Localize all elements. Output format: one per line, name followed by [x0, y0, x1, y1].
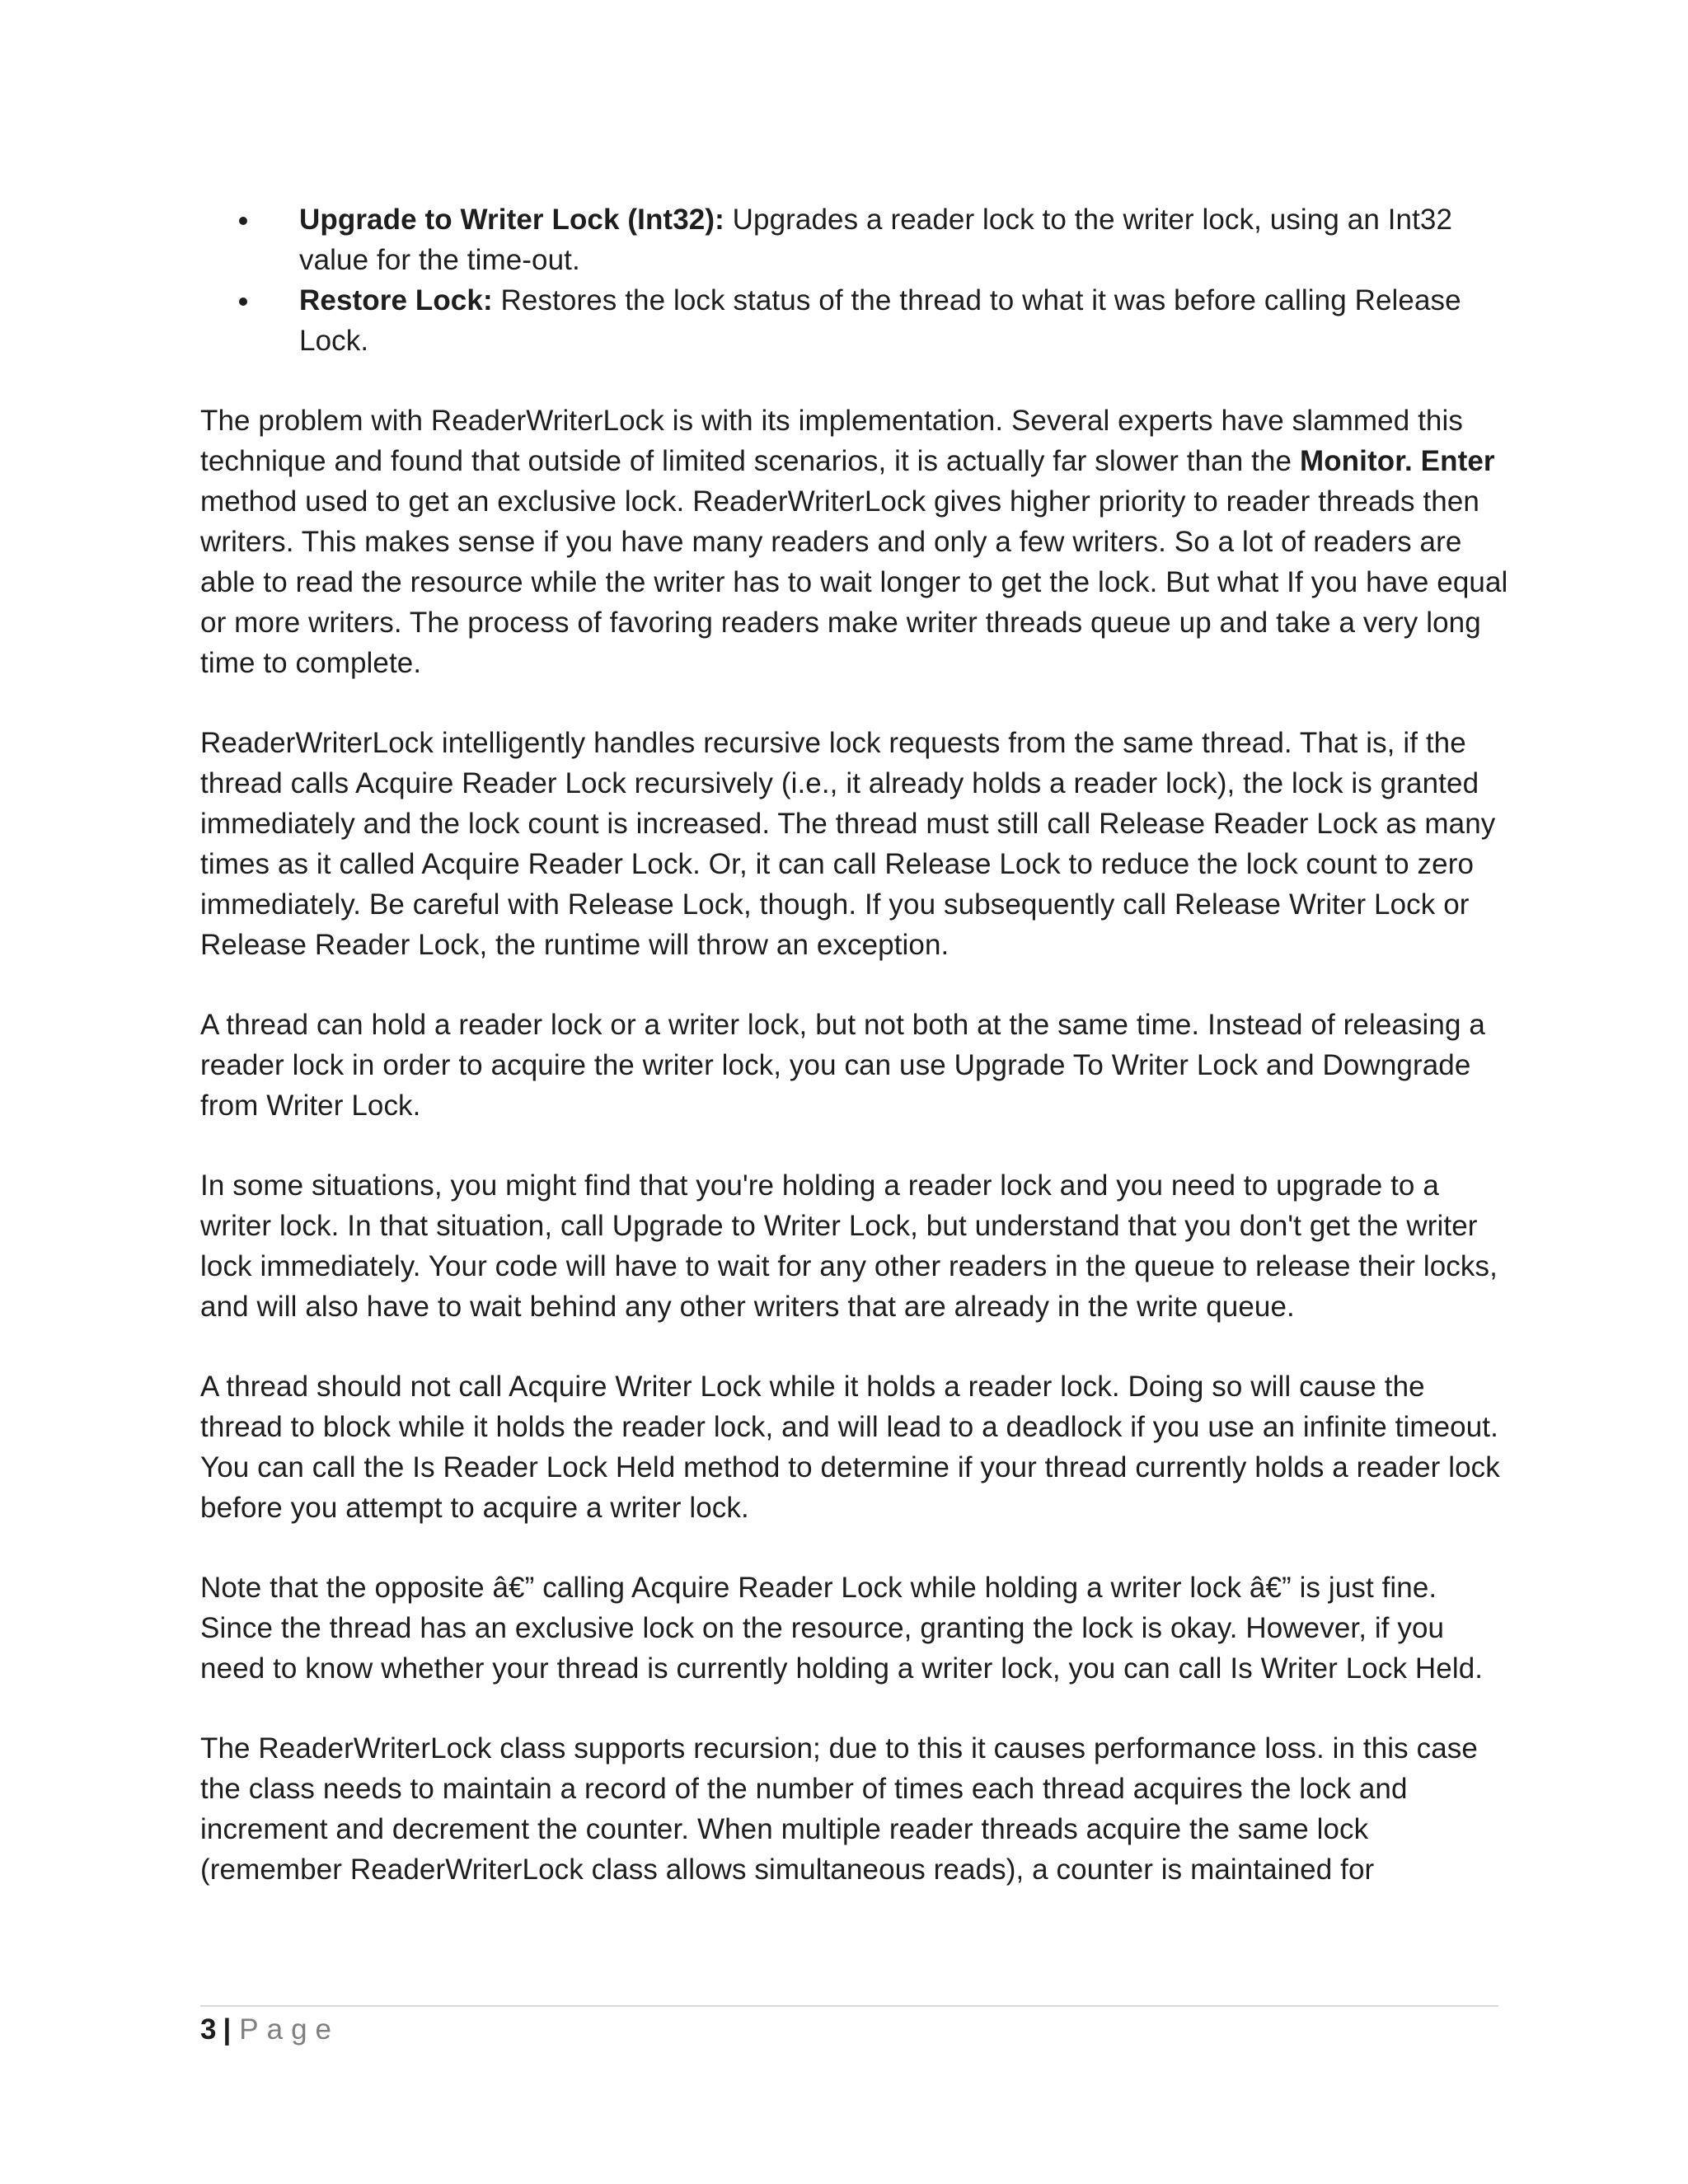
page-label: Page	[239, 2013, 340, 2046]
bullet-term: Upgrade to Writer Lock (Int32):	[299, 204, 724, 236]
paragraph-text: method used to get an exclusive lock. ReaderWriterLock gives higher priority to reader threads then writers. This makes sense if you have many readers and only a few writers. So a lot of readers are able to read the resource while the writer has to wait longer to get the lock. But what If you have equal or more writers. The process of favoring readers make writer threads queue up and take a very long time to complete.	[200, 485, 1508, 679]
bullet-icon	[239, 298, 247, 306]
bullet-text: Upgrades a reader lock to the writer lock, using an Int32 value for the time-out.	[299, 204, 1453, 276]
list-item	[200, 280, 1511, 361]
paragraph: A thread can hold a reader lock or a writer lock, but not both at the same time. Instead of releasing a reader lock in order to acquire the writer lock, you can use Upgrade To Writer Lock and Downgrade from Writer Lock.	[200, 1009, 1485, 1122]
page-footer	[200, 2012, 340, 2048]
list-item	[200, 199, 1511, 280]
paragraph: The ReaderWriterLock class supports recursion; due to this it causes performance loss. in this case the class needs to maintain a record of the number of times each thread acquires the lock and increment and decrement the counter. When multiple reader threads acquire the same lock (remember ReaderWriterLock class allows simultaneous reads), a counter is maintained for	[200, 1732, 1478, 1886]
paragraph: ReaderWriterLock intelligently handles recursive lock requests from the same thread. That is, if the thread calls Acquire Reader Lock recursively (i.e., it already holds a reader lock), the lock is granted immediately and the lock count is increased. The thread must still call Release Reader Lock as many times as it called Acquire Reader Lock. Or, it can call Release Lock to reduce the lock count to zero immediately. Be careful with Release Lock, though. If you subsequently call Release Writer Lock or Release Reader Lock, the runtime will throw an exception.	[200, 727, 1496, 961]
bullet-list	[200, 199, 1511, 361]
paragraph: In some situations, you might find that you're holding a reader lock and you need to upgrade to a writer lock. In that situation, call Upgrade to Writer Lock, but understand that you don't get the writer lock immediately. Your code will have to wait for any other readers in the queue to release their locks, and will also have to wait behind any other writers that are already in the write queue.	[200, 1169, 1498, 1323]
page-number: 3	[200, 2013, 217, 2046]
bullet-text: Restores the lock status of the thread to what it was before calling Release Lock.	[299, 284, 1461, 357]
footer-separator: |	[223, 2013, 232, 2046]
footer-divider	[200, 2005, 1498, 2007]
paragraph-text: The problem with ReaderWriterLock is with its implementation. Several experts have slammed this technique and found that outside of limited scenarios, it is actually far slower than the	[200, 405, 1463, 477]
paragraph: Note that the opposite â€” calling Acquire Reader Lock while holding a writer lock â€” is just fine. Since the thread has an exclusive lock on the resource, granting the lock is okay. However, if you need to know whether your thread is currently holding a writer lock, you can call Is Writer Lock Held.	[200, 1572, 1484, 1685]
paragraph	[200, 401, 1511, 683]
page-body	[200, 199, 1511, 1890]
paragraph: A thread should not call Acquire Writer Lock while it holds a reader lock. Doing so will cause the thread to block while it holds the reader lock, and will lead to a deadlock if you use an infinite timeout. You can call the Is Reader Lock Held method to determine if your thread currently holds a reader lock before you attempt to acquire a writer lock.	[200, 1371, 1500, 1524]
bullet-icon	[239, 217, 247, 225]
bullet-term: Restore Lock:	[299, 284, 493, 316]
inline-bold-term: Monitor. Enter	[1299, 445, 1495, 477]
